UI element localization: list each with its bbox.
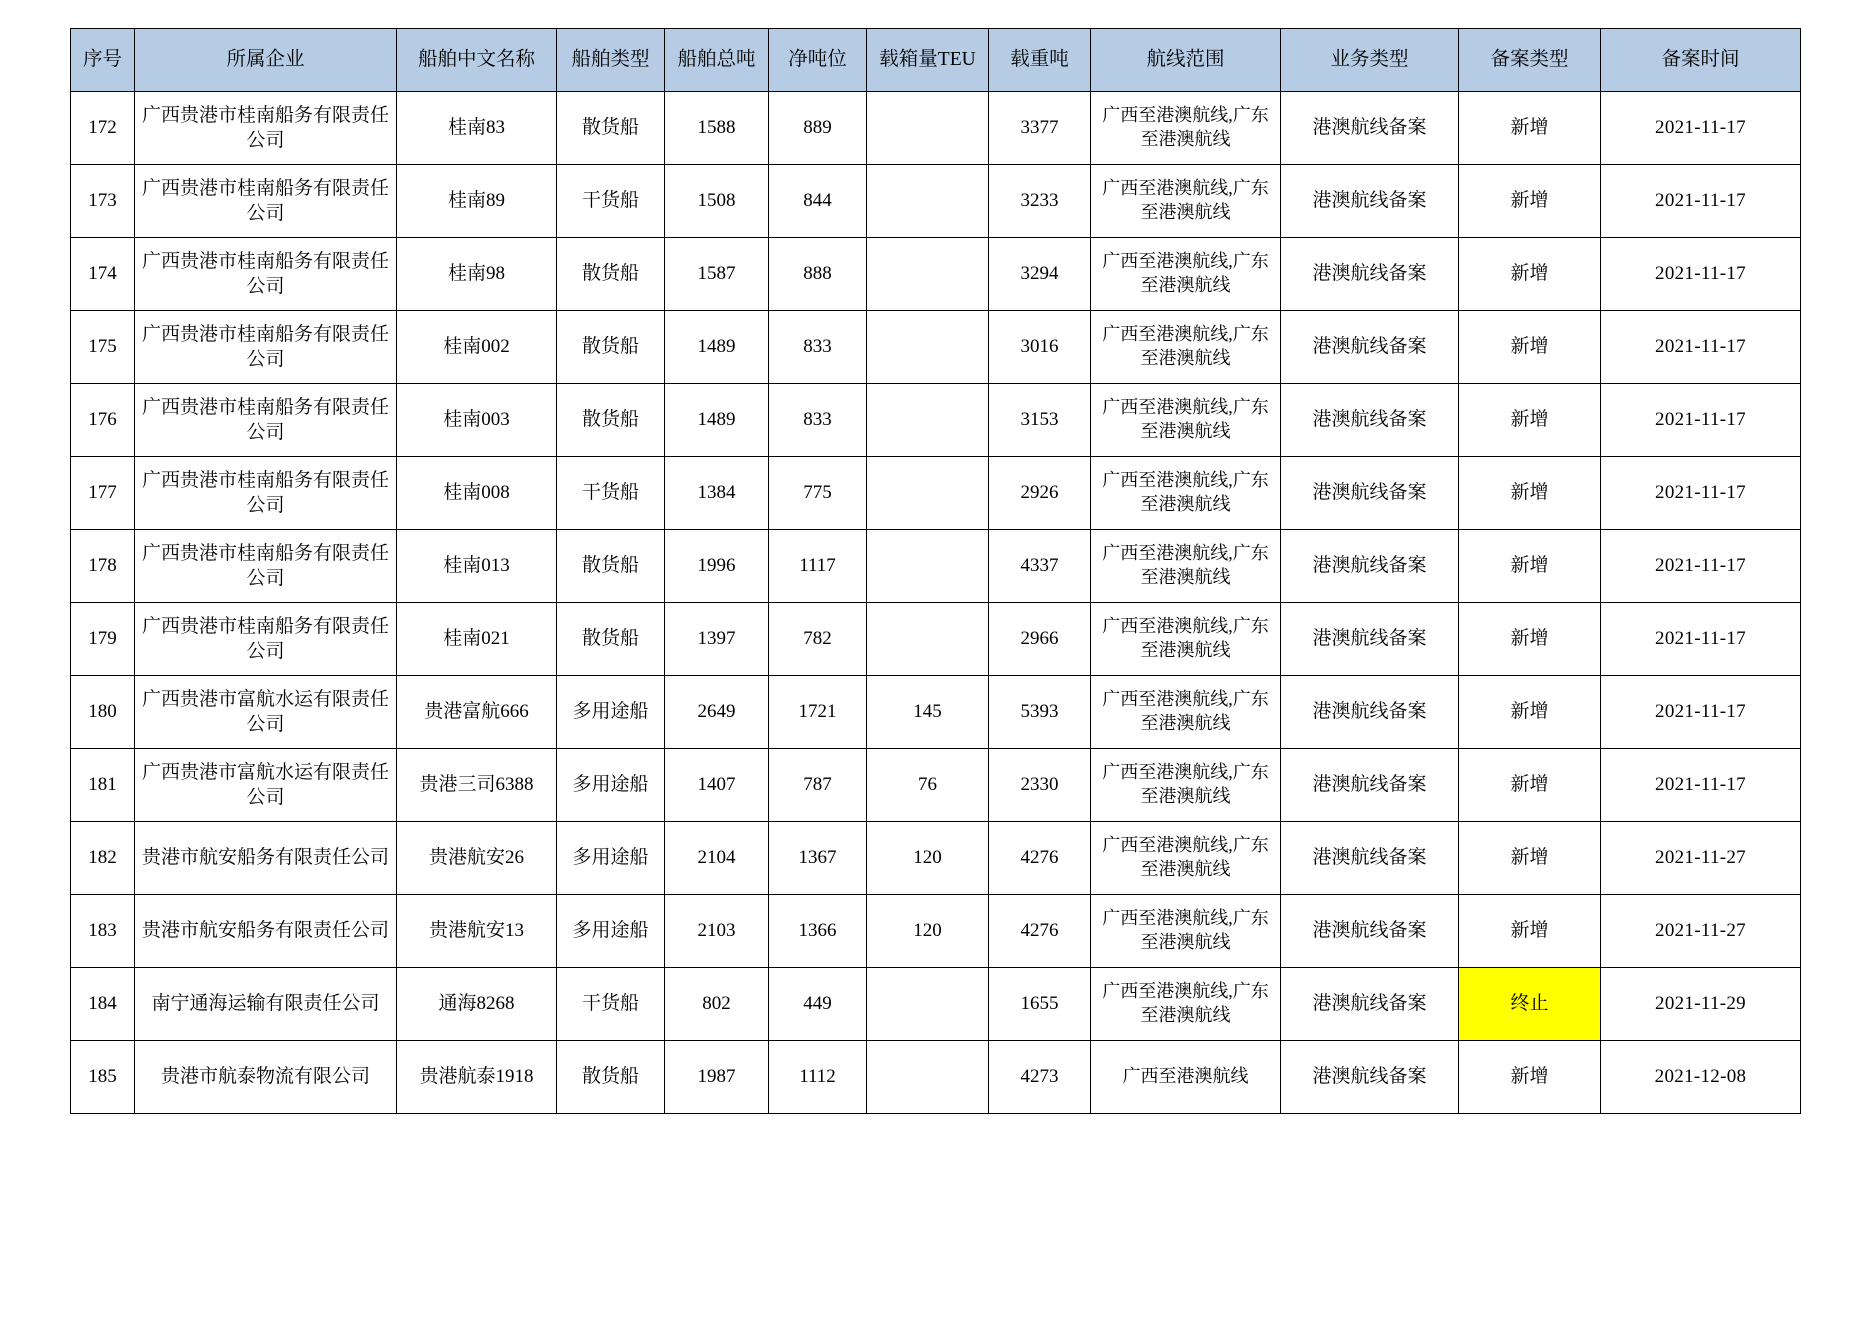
cell-record-type: 新增 xyxy=(1459,238,1601,311)
cell-company: 广西贵港市桂南船务有限责任公司 xyxy=(135,238,397,311)
cell-index: 180 xyxy=(71,676,135,749)
table-body xyxy=(71,92,1801,1114)
cell-net-tonnage: 1117 xyxy=(769,530,867,603)
cell-net-tonnage: 888 xyxy=(769,238,867,311)
cell-route: 广西至港澳航线 xyxy=(1091,1041,1281,1114)
cell-company: 广西贵港市桂南船务有限责任公司 xyxy=(135,384,397,457)
cell-route: 广西至港澳航线,广东至港澳航线 xyxy=(1091,384,1281,457)
table-row xyxy=(71,968,1801,1041)
table-row xyxy=(71,92,1801,165)
table-row xyxy=(71,895,1801,968)
cell-deadweight: 3377 xyxy=(989,92,1091,165)
cell-ship-type: 散货船 xyxy=(557,238,665,311)
ship-record-table xyxy=(70,28,1801,1114)
cell-record-date: 2021-11-17 xyxy=(1601,457,1801,530)
table-row xyxy=(71,676,1801,749)
column-header-business-type: 业务类型 xyxy=(1281,29,1459,92)
cell-ship-name: 桂南89 xyxy=(397,165,557,238)
cell-company: 广西贵港市富航水运有限责任公司 xyxy=(135,676,397,749)
cell-index: 177 xyxy=(71,457,135,530)
cell-teu: 120 xyxy=(867,822,989,895)
cell-business-type: 港澳航线备案 xyxy=(1281,749,1459,822)
table-row xyxy=(71,530,1801,603)
cell-gross-tonnage: 2103 xyxy=(665,895,769,968)
cell-ship-name: 桂南008 xyxy=(397,457,557,530)
cell-teu xyxy=(867,457,989,530)
table-row xyxy=(71,603,1801,676)
cell-route: 广西至港澳航线,广东至港澳航线 xyxy=(1091,822,1281,895)
cell-record-date: 2021-11-17 xyxy=(1601,311,1801,384)
cell-deadweight: 4276 xyxy=(989,895,1091,968)
cell-teu xyxy=(867,92,989,165)
cell-company: 贵港市航安船务有限责任公司 xyxy=(135,895,397,968)
table-row xyxy=(71,165,1801,238)
cell-net-tonnage: 833 xyxy=(769,384,867,457)
cell-gross-tonnage: 1588 xyxy=(665,92,769,165)
cell-business-type: 港澳航线备案 xyxy=(1281,676,1459,749)
cell-gross-tonnage: 1508 xyxy=(665,165,769,238)
cell-record-date: 2021-11-27 xyxy=(1601,895,1801,968)
cell-gross-tonnage: 1384 xyxy=(665,457,769,530)
cell-company: 广西贵港市富航水运有限责任公司 xyxy=(135,749,397,822)
cell-record-type: 新增 xyxy=(1459,603,1601,676)
cell-ship-name: 桂南002 xyxy=(397,311,557,384)
column-header-index: 序号 xyxy=(71,29,135,92)
column-header-route: 航线范围 xyxy=(1091,29,1281,92)
cell-teu xyxy=(867,603,989,676)
column-header-ship-name: 船舶中文名称 xyxy=(397,29,557,92)
cell-ship-type: 散货船 xyxy=(557,92,665,165)
cell-ship-name: 桂南013 xyxy=(397,530,557,603)
cell-business-type: 港澳航线备案 xyxy=(1281,384,1459,457)
cell-teu: 76 xyxy=(867,749,989,822)
cell-net-tonnage: 1366 xyxy=(769,895,867,968)
cell-gross-tonnage: 1489 xyxy=(665,311,769,384)
table-header-row xyxy=(71,29,1801,92)
column-header-deadweight: 载重吨 xyxy=(989,29,1091,92)
cell-company: 广西贵港市桂南船务有限责任公司 xyxy=(135,603,397,676)
cell-record-date: 2021-11-17 xyxy=(1601,676,1801,749)
cell-ship-type: 散货船 xyxy=(557,311,665,384)
table-row xyxy=(71,822,1801,895)
cell-business-type: 港澳航线备案 xyxy=(1281,530,1459,603)
cell-ship-name: 贵港航泰1918 xyxy=(397,1041,557,1114)
cell-route: 广西至港澳航线,广东至港澳航线 xyxy=(1091,895,1281,968)
cell-index: 179 xyxy=(71,603,135,676)
cell-gross-tonnage: 802 xyxy=(665,968,769,1041)
cell-business-type: 港澳航线备案 xyxy=(1281,603,1459,676)
cell-teu xyxy=(867,384,989,457)
cell-index: 184 xyxy=(71,968,135,1041)
column-header-record-date: 备案时间 xyxy=(1601,29,1801,92)
cell-net-tonnage: 1367 xyxy=(769,822,867,895)
table-row xyxy=(71,457,1801,530)
cell-route: 广西至港澳航线,广东至港澳航线 xyxy=(1091,530,1281,603)
cell-company: 贵港市航泰物流有限公司 xyxy=(135,1041,397,1114)
cell-ship-type: 多用途船 xyxy=(557,749,665,822)
cell-company: 南宁通海运输有限责任公司 xyxy=(135,968,397,1041)
cell-index: 172 xyxy=(71,92,135,165)
cell-index: 181 xyxy=(71,749,135,822)
cell-teu: 120 xyxy=(867,895,989,968)
column-header-net-tonnage: 净吨位 xyxy=(769,29,867,92)
cell-deadweight: 3016 xyxy=(989,311,1091,384)
cell-deadweight: 3294 xyxy=(989,238,1091,311)
cell-record-type: 新增 xyxy=(1459,1041,1601,1114)
cell-teu xyxy=(867,1041,989,1114)
cell-record-date: 2021-11-27 xyxy=(1601,822,1801,895)
cell-ship-name: 通海8268 xyxy=(397,968,557,1041)
cell-net-tonnage: 844 xyxy=(769,165,867,238)
cell-net-tonnage: 775 xyxy=(769,457,867,530)
cell-gross-tonnage: 1987 xyxy=(665,1041,769,1114)
cell-teu xyxy=(867,530,989,603)
cell-record-type: 新增 xyxy=(1459,530,1601,603)
cell-company: 广西贵港市桂南船务有限责任公司 xyxy=(135,92,397,165)
cell-deadweight: 4273 xyxy=(989,1041,1091,1114)
cell-gross-tonnage: 2649 xyxy=(665,676,769,749)
cell-record-date: 2021-11-17 xyxy=(1601,530,1801,603)
cell-route: 广西至港澳航线,广东至港澳航线 xyxy=(1091,676,1281,749)
cell-ship-name: 贵港航安26 xyxy=(397,822,557,895)
cell-business-type: 港澳航线备案 xyxy=(1281,968,1459,1041)
cell-deadweight: 3153 xyxy=(989,384,1091,457)
cell-net-tonnage: 1112 xyxy=(769,1041,867,1114)
cell-record-date: 2021-11-29 xyxy=(1601,968,1801,1041)
cell-ship-name: 桂南98 xyxy=(397,238,557,311)
table-row xyxy=(71,311,1801,384)
cell-net-tonnage: 782 xyxy=(769,603,867,676)
table-row xyxy=(71,238,1801,311)
cell-ship-type: 散货船 xyxy=(557,384,665,457)
cell-ship-name: 桂南83 xyxy=(397,92,557,165)
cell-index: 174 xyxy=(71,238,135,311)
cell-route: 广西至港澳航线,广东至港澳航线 xyxy=(1091,603,1281,676)
cell-net-tonnage: 449 xyxy=(769,968,867,1041)
cell-teu xyxy=(867,238,989,311)
cell-deadweight: 2926 xyxy=(989,457,1091,530)
cell-route: 广西至港澳航线,广东至港澳航线 xyxy=(1091,457,1281,530)
cell-route: 广西至港澳航线,广东至港澳航线 xyxy=(1091,165,1281,238)
cell-ship-type: 散货船 xyxy=(557,1041,665,1114)
cell-ship-name: 贵港三司6388 xyxy=(397,749,557,822)
cell-index: 175 xyxy=(71,311,135,384)
cell-business-type: 港澳航线备案 xyxy=(1281,1041,1459,1114)
cell-route: 广西至港澳航线,广东至港澳航线 xyxy=(1091,311,1281,384)
cell-ship-name: 桂南021 xyxy=(397,603,557,676)
column-header-company: 所属企业 xyxy=(135,29,397,92)
cell-index: 182 xyxy=(71,822,135,895)
column-header-gross-tonnage: 船舶总吨 xyxy=(665,29,769,92)
cell-company: 贵港市航安船务有限责任公司 xyxy=(135,822,397,895)
cell-gross-tonnage: 1587 xyxy=(665,238,769,311)
column-header-teu: 载箱量TEU xyxy=(867,29,989,92)
table-header xyxy=(71,29,1801,92)
cell-business-type: 港澳航线备案 xyxy=(1281,457,1459,530)
cell-net-tonnage: 787 xyxy=(769,749,867,822)
cell-record-type: 新增 xyxy=(1459,311,1601,384)
cell-teu xyxy=(867,165,989,238)
cell-ship-type: 多用途船 xyxy=(557,895,665,968)
cell-record-type: 新增 xyxy=(1459,676,1601,749)
cell-gross-tonnage: 1996 xyxy=(665,530,769,603)
cell-ship-type: 多用途船 xyxy=(557,822,665,895)
cell-deadweight: 1655 xyxy=(989,968,1091,1041)
cell-ship-type: 多用途船 xyxy=(557,676,665,749)
cell-business-type: 港澳航线备案 xyxy=(1281,92,1459,165)
cell-record-date: 2021-12-08 xyxy=(1601,1041,1801,1114)
cell-record-date: 2021-11-17 xyxy=(1601,238,1801,311)
cell-record-date: 2021-11-17 xyxy=(1601,92,1801,165)
cell-index: 176 xyxy=(71,384,135,457)
column-header-record-type: 备案类型 xyxy=(1459,29,1601,92)
table-row xyxy=(71,1041,1801,1114)
cell-gross-tonnage: 2104 xyxy=(665,822,769,895)
cell-gross-tonnage: 1489 xyxy=(665,384,769,457)
cell-teu: 145 xyxy=(867,676,989,749)
cell-business-type: 港澳航线备案 xyxy=(1281,165,1459,238)
cell-teu xyxy=(867,968,989,1041)
cell-record-type: 新增 xyxy=(1459,895,1601,968)
cell-route: 广西至港澳航线,广东至港澳航线 xyxy=(1091,92,1281,165)
cell-company: 广西贵港市桂南船务有限责任公司 xyxy=(135,457,397,530)
cell-record-type: 终止 xyxy=(1459,968,1601,1041)
cell-record-type: 新增 xyxy=(1459,92,1601,165)
cell-record-type: 新增 xyxy=(1459,749,1601,822)
table-row xyxy=(71,749,1801,822)
cell-deadweight: 2330 xyxy=(989,749,1091,822)
cell-record-type: 新增 xyxy=(1459,822,1601,895)
cell-record-date: 2021-11-17 xyxy=(1601,384,1801,457)
cell-ship-type: 干货船 xyxy=(557,457,665,530)
cell-index: 183 xyxy=(71,895,135,968)
cell-route: 广西至港澳航线,广东至港澳航线 xyxy=(1091,749,1281,822)
cell-index: 178 xyxy=(71,530,135,603)
cell-gross-tonnage: 1407 xyxy=(665,749,769,822)
cell-record-date: 2021-11-17 xyxy=(1601,749,1801,822)
cell-record-type: 新增 xyxy=(1459,165,1601,238)
cell-deadweight: 2966 xyxy=(989,603,1091,676)
cell-business-type: 港澳航线备案 xyxy=(1281,238,1459,311)
cell-deadweight: 5393 xyxy=(989,676,1091,749)
cell-route: 广西至港澳航线,广东至港澳航线 xyxy=(1091,238,1281,311)
cell-net-tonnage: 1721 xyxy=(769,676,867,749)
cell-record-date: 2021-11-17 xyxy=(1601,165,1801,238)
cell-ship-name: 贵港航安13 xyxy=(397,895,557,968)
cell-deadweight: 4276 xyxy=(989,822,1091,895)
cell-ship-name: 贵港富航666 xyxy=(397,676,557,749)
cell-business-type: 港澳航线备案 xyxy=(1281,311,1459,384)
cell-ship-type: 散货船 xyxy=(557,530,665,603)
cell-route: 广西至港澳航线,广东至港澳航线 xyxy=(1091,968,1281,1041)
cell-index: 185 xyxy=(71,1041,135,1114)
cell-index: 173 xyxy=(71,165,135,238)
cell-net-tonnage: 889 xyxy=(769,92,867,165)
cell-record-type: 新增 xyxy=(1459,384,1601,457)
cell-ship-name: 桂南003 xyxy=(397,384,557,457)
cell-deadweight: 3233 xyxy=(989,165,1091,238)
cell-deadweight: 4337 xyxy=(989,530,1091,603)
cell-ship-type: 散货船 xyxy=(557,603,665,676)
cell-company: 广西贵港市桂南船务有限责任公司 xyxy=(135,311,397,384)
cell-ship-type: 干货船 xyxy=(557,968,665,1041)
cell-gross-tonnage: 1397 xyxy=(665,603,769,676)
column-header-ship-type: 船舶类型 xyxy=(557,29,665,92)
cell-company: 广西贵港市桂南船务有限责任公司 xyxy=(135,530,397,603)
cell-company: 广西贵港市桂南船务有限责任公司 xyxy=(135,165,397,238)
cell-net-tonnage: 833 xyxy=(769,311,867,384)
cell-record-date: 2021-11-17 xyxy=(1601,603,1801,676)
cell-teu xyxy=(867,311,989,384)
cell-business-type: 港澳航线备案 xyxy=(1281,822,1459,895)
cell-ship-type: 干货船 xyxy=(557,165,665,238)
cell-record-type: 新增 xyxy=(1459,457,1601,530)
cell-business-type: 港澳航线备案 xyxy=(1281,895,1459,968)
table-row xyxy=(71,384,1801,457)
